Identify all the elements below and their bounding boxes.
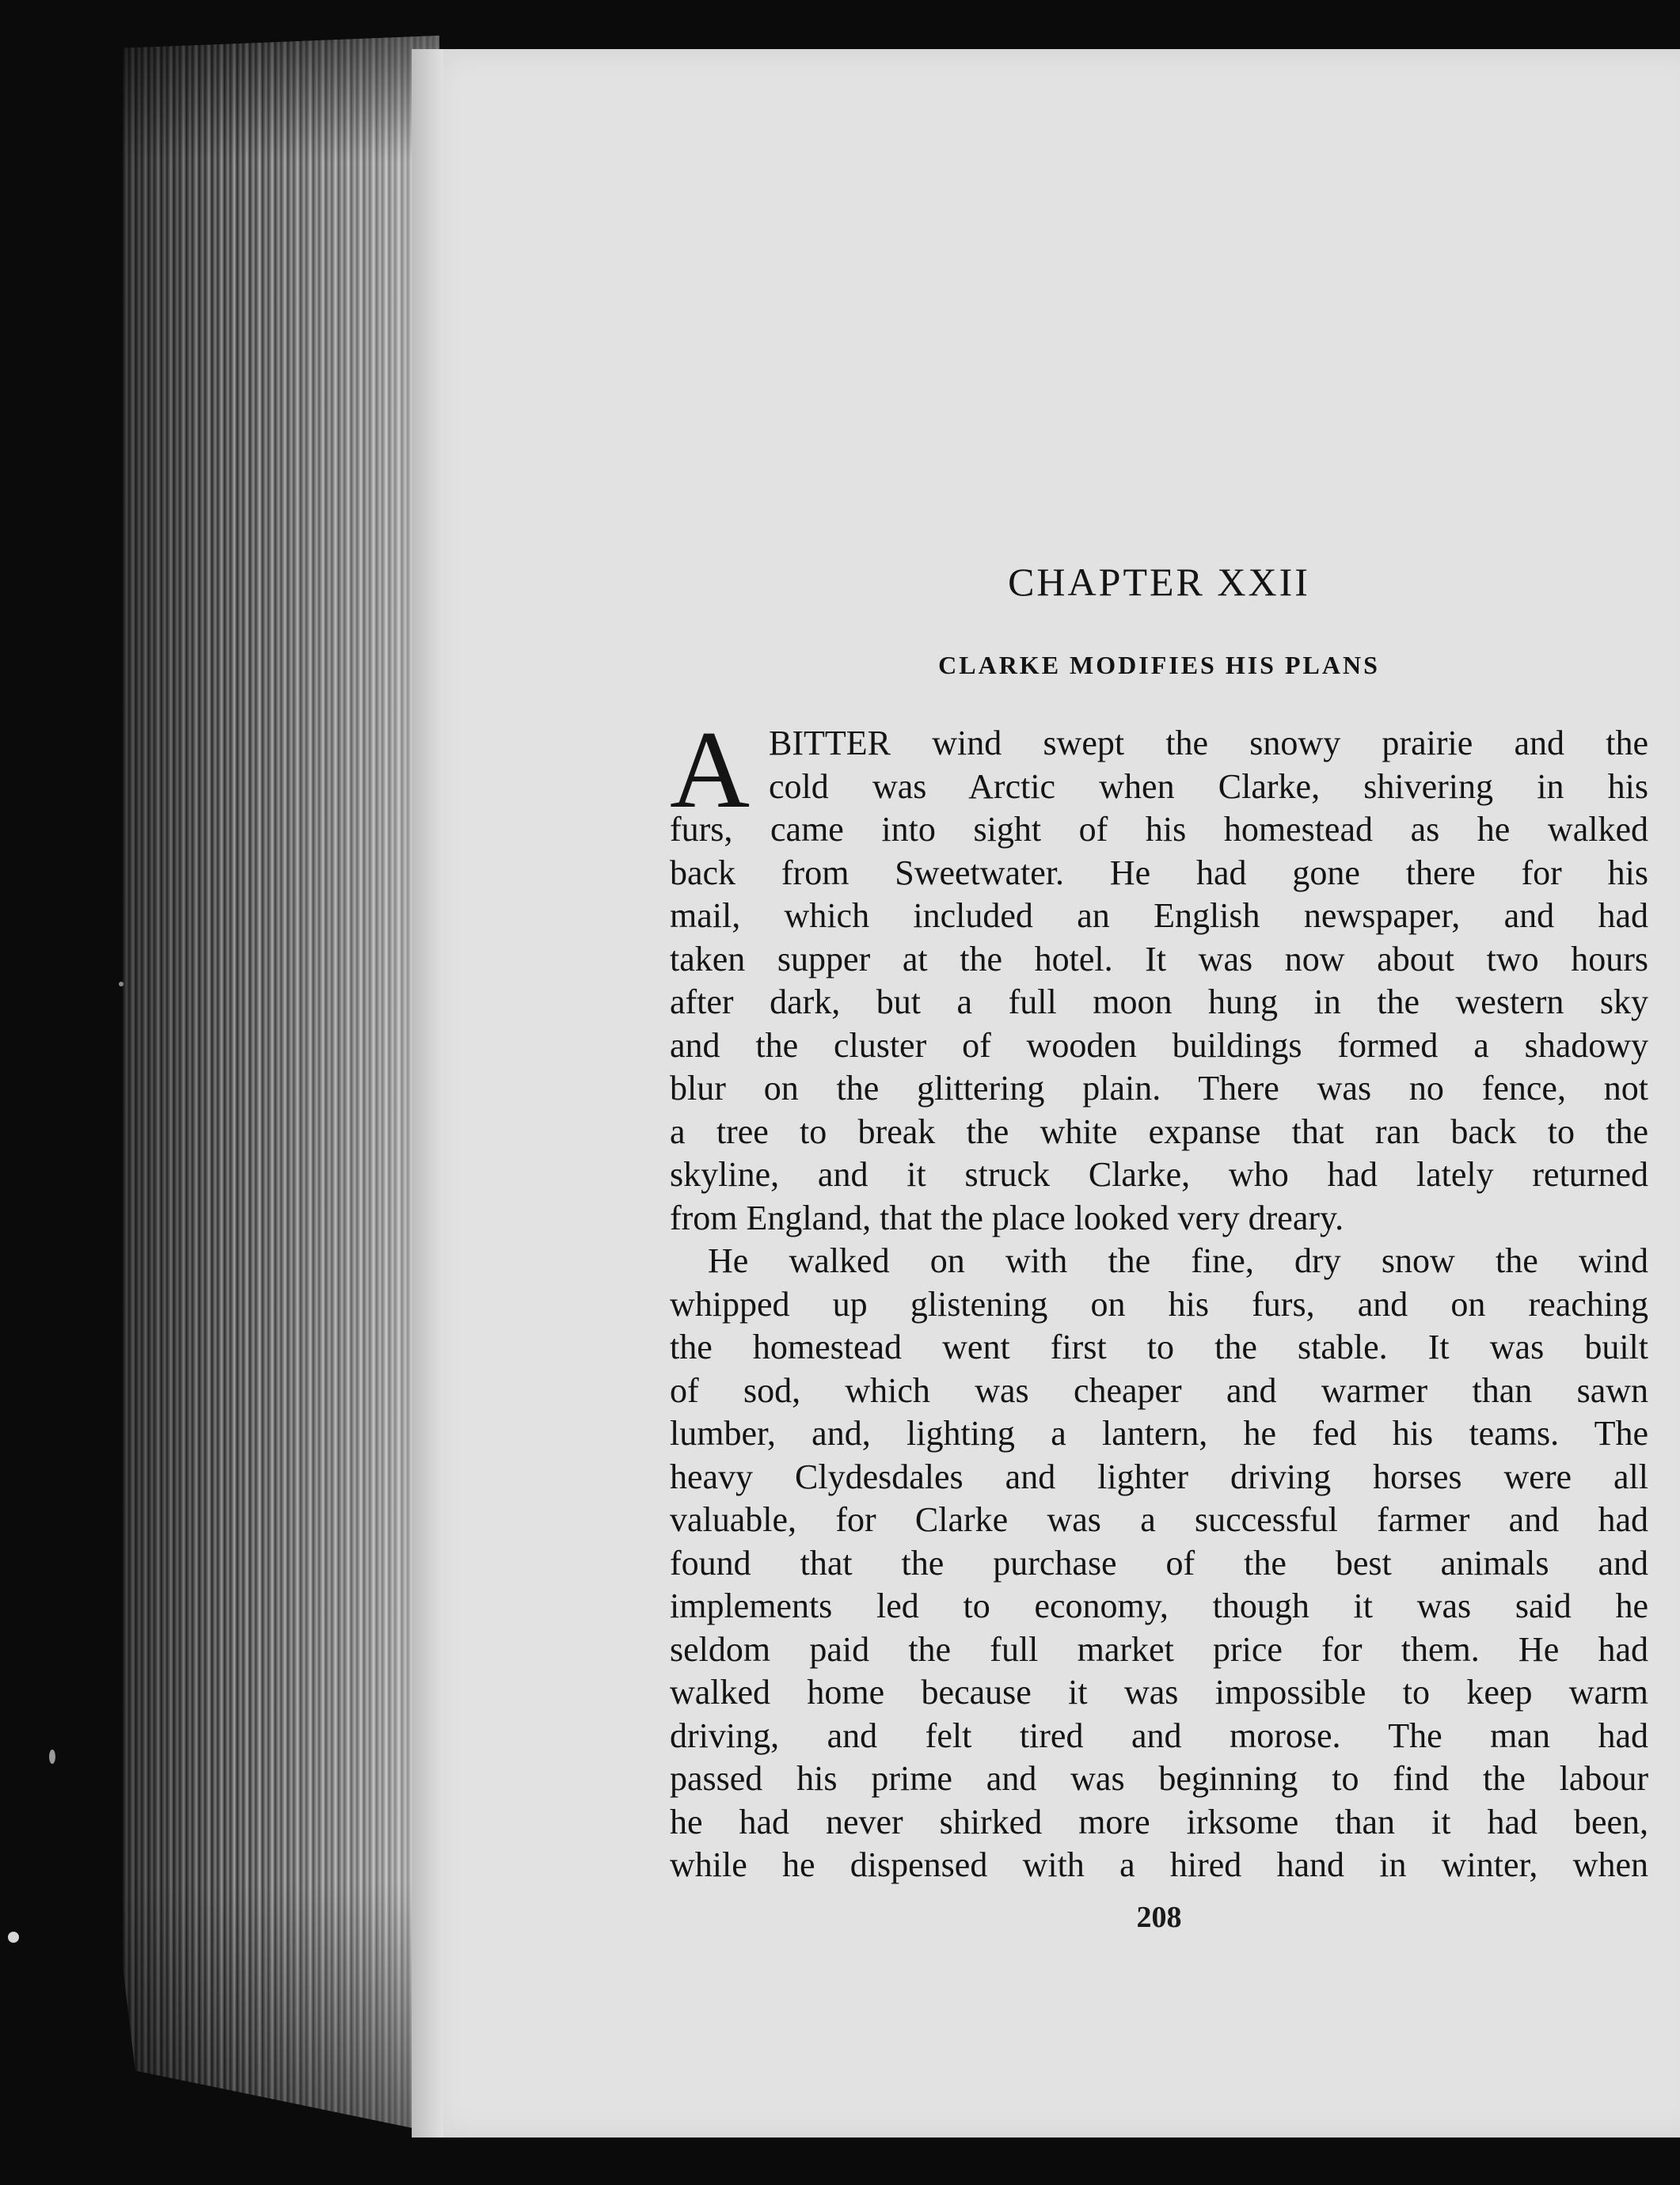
text-line: mail, which included an English newspaper, and had xyxy=(670,896,1648,935)
text-line: BITTER wind swept the snowy prairie and the xyxy=(769,724,1648,762)
page-edges xyxy=(123,36,439,2134)
text-line: whipped up glistening on his furs, and on reaching xyxy=(670,1284,1648,1324)
text-line: while he dispensed with a hired hand in winter, when xyxy=(670,1845,1648,1884)
chapter-subtitle: CLARKE MODIFIES HIS PLANS xyxy=(938,651,1380,679)
text-line: furs, came into sight of his homestead as he walked xyxy=(670,810,1648,849)
text-line: implements led to economy, though it was said he xyxy=(670,1586,1648,1625)
body-text xyxy=(670,709,1648,1887)
text-line: from England, that the place looked very dreary. xyxy=(670,1198,1344,1237)
text-line: seldom paid the full market price for them. He had xyxy=(670,1629,1648,1669)
page-number: 208 xyxy=(1136,1901,1182,1934)
text-line: found that the purchase of the best animals and xyxy=(670,1543,1648,1583)
text-line: passed his prime and was beginning to find the labour xyxy=(670,1759,1648,1798)
text-line: back from Sweetwater. He had gone there for his xyxy=(670,853,1648,892)
text-line: heavy Clydesdales and lighter driving horses were all xyxy=(670,1457,1648,1496)
text-line: a tree to break the white expanse that ran back to the xyxy=(670,1112,1648,1151)
text-line: driving, and felt tired and morose. The man had xyxy=(670,1716,1648,1755)
text-line: cold was Arctic when Clarke, shivering in his xyxy=(769,766,1648,806)
text-line: valuable, for Clarke was a successful farmer and had xyxy=(670,1500,1648,1539)
text-line: of sod, which was cheaper and warmer than sawn xyxy=(670,1370,1648,1410)
text-line: walked home because it was impossible to keep warm xyxy=(670,1673,1648,1712)
text-line: after dark, but a full moon hung in the western sky xyxy=(670,982,1648,1021)
text-line: he had never shirked more irksome than it had been, xyxy=(670,1802,1648,1841)
text-line: skyline, and it struck Clarke, who had lately returned xyxy=(670,1155,1648,1194)
text-line: the homestead went first to the stable. It was built xyxy=(670,1328,1648,1366)
page-gutter xyxy=(412,49,443,2138)
text-line: taken supper at the hotel. It was now about two hours xyxy=(670,939,1648,978)
chapter-title: CHAPTER XXII xyxy=(1008,560,1310,604)
text-line: and the cluster of wooden buildings formed a shadowy xyxy=(670,1025,1648,1065)
drop-cap: A xyxy=(670,709,751,831)
text-line: lumber, and, lighting a lantern, he fed his teams. The xyxy=(670,1414,1648,1453)
text-line: blur on the glittering plain. There was no fence, not xyxy=(670,1069,1648,1108)
text-line: He walked on with the fine, dry snow the wind xyxy=(708,1241,1648,1280)
